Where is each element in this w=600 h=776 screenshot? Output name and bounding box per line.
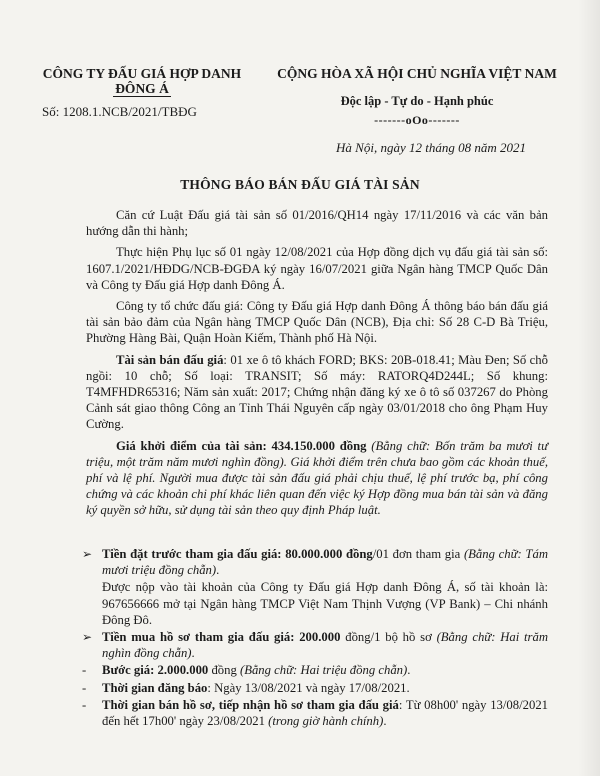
notice-item-text: đồng/1 bộ hồ sơ — [340, 630, 437, 645]
arrow-bullet-icon: ➢ — [82, 547, 93, 561]
notice-item — [82, 546, 548, 578]
notice-title: THÔNG BÁO BÁN ĐẤU GIÁ TÀI SẢN — [180, 177, 420, 192]
notice-item-tail: . — [383, 714, 387, 729]
dash-bullet-icon: - — [82, 697, 87, 712]
arrow-bullet-icon: ➢ — [82, 630, 93, 645]
notice-item-text: : Ngày 13/08/2021 và ngày 17/08/2021. — [207, 680, 410, 695]
notice-item-words: (Bằng chữ: Hai triệu đồng chẵn) — [239, 663, 408, 678]
notice-item-words: (Bằng chữ: Tám mươi triệu đồng chẵn) — [102, 547, 548, 578]
issuer-line-1: CÔNG TY ĐẤU GIÁ HỢP DANH — [42, 66, 242, 81]
start-price-paragraph — [86, 438, 548, 519]
notice-items — [82, 546, 549, 730]
country-name: CỘNG HÒA XÃ HỘI CHỦ NGHĨA VIỆT NAM — [277, 66, 557, 81]
notice-item-text: : Từ 08h00' ngày 13/08/2021 đến hết 17h00' ngày 23/08/2021 — [102, 697, 549, 729]
asset-label: Tài sản bán đấu giá — [116, 352, 224, 367]
document-number: Số: 1208.1.NCB/2021/TBĐG — [42, 104, 197, 119]
notice-item-label: Thời gian đăng báo — [102, 680, 208, 695]
asset-paragraph — [86, 352, 548, 433]
contract-paragraph: Thực hiện Phụ lục số 01 ngày 12/08/2021 của Hợp đồng dịch vụ đấu giá tài sản số: 1607.1/2021/HĐDG/NCB-ĐGĐA ký ngày 16/07/2021 giữa Ngân hàng TMCP Quốc Dân và Công ty Đấu giá Hợp danh Đông Á. — [86, 245, 548, 292]
notice-item-words: (Bằng chữ: Hai trăm nghìn đồng chẵn) — [102, 630, 548, 661]
notice-item — [82, 629, 548, 661]
notice-item-tail: . — [407, 663, 411, 678]
notice-item — [82, 662, 548, 678]
issue-date: Hà Nội, ngày 12 tháng 08 năm 2021 — [336, 140, 526, 155]
notice-item-label: Tiền đặt trước tham gia đấu giá: 80.000.000 đồng — [102, 547, 373, 561]
notice-item — [82, 697, 549, 729]
issuer-name — [42, 66, 242, 97]
dash-bullet-icon: - — [82, 680, 87, 695]
notice-item-text: Được nộp vào tài khoản của Công ty Đấu giá Hợp danh Đông Á, số tài khoản là: 967656666 mở tại Ngân hàng TMCP Việt Nam Thịnh Vượng (VP Bank) – Chi nhánh Đông Đô. — [102, 580, 548, 627]
notice-item-label: Thời gian bán hồ sơ, tiếp nhận hồ sơ tham gia đấu giá — [102, 697, 399, 712]
asset-description: : 01 xe ô tô khách FORD; BKS: 20B-018.41; Màu Đen; Số chỗ ngồi: 10 chỗ; Số loại: TRANSIT; Số máy: RATORQ4D244L; Số khung: T4MFHDR65316; Năm sản xuất: 2017; Chứng nhận đăng ký xe ô tô số 037267 do Phòng Cảnh sát giao thông Công an Tỉnh Thái Nguyên cấp ngày 03/01/2018 cho ông Phạm Huy Cường. — [86, 352, 548, 432]
legal-basis-paragraph: Căn cứ Luật Đấu giá tài sản số 01/2016/QH14 ngày 17/11/2016 và các văn bản hướng dẫn thi hành; — [86, 208, 548, 239]
notice-item-tail: . — [191, 646, 195, 661]
notice-item-label: Tiền mua hồ sơ tham gia đấu giá: 200.000 — [102, 630, 341, 645]
header-divider: -------oOo------- — [374, 113, 460, 127]
start-price-label: Giá khởi điểm của tài sản: 434.150.000 đồng — [116, 438, 367, 453]
start-price-words: (Bằng chữ: Bốn trăm ba mươi tư triệu, một trăm năm mươi nghìn đồng). — [86, 438, 548, 469]
notice-item-label: Bước giá: 2.000.000 — [102, 663, 209, 678]
start-price-note: Giá khởi điểm trên chưa bao gồm các khoản thuế, phí và lệ phí. Người mua được tài sản đấu giá phải chịu thuế, lệ phí trước bạ, phí công chứng và các khoản chi phí khác liên quan đến việc ký Hợp đồng mua bán tài sản và đăng ký quyền sở hữu, sử dụng tài sản theo quy định Pháp luật. — [86, 454, 548, 518]
issuer-line-2: ĐÔNG Á — [115, 81, 169, 96]
notice-body — [86, 207, 548, 524]
notice-item — [86, 579, 548, 628]
notice-item-text: /01 đơn tham gia — [372, 547, 464, 561]
organizer-paragraph: Công ty tổ chức đấu giá: Công ty Đấu giá Hợp danh Đông Á thông báo bán đấu giá tài sản bảo đảm của Ngân hàng TMCP Quốc Dân (NCB), Địa chỉ: Số 28 C-D Bà Triệu, Phường Hàng Bài, Quận Hoàn Kiếm, Thành phố Hà Nội. — [86, 299, 548, 346]
notice-item-text: đồng — [208, 663, 240, 678]
national-motto: Độc lập - Tự do - Hạnh phúc — [340, 94, 494, 108]
notice-item — [82, 680, 548, 696]
notice-item-tail: . — [216, 563, 220, 578]
notice-item-words: (trong giờ hành chính) — [268, 714, 384, 729]
dash-bullet-icon: - — [82, 663, 87, 678]
